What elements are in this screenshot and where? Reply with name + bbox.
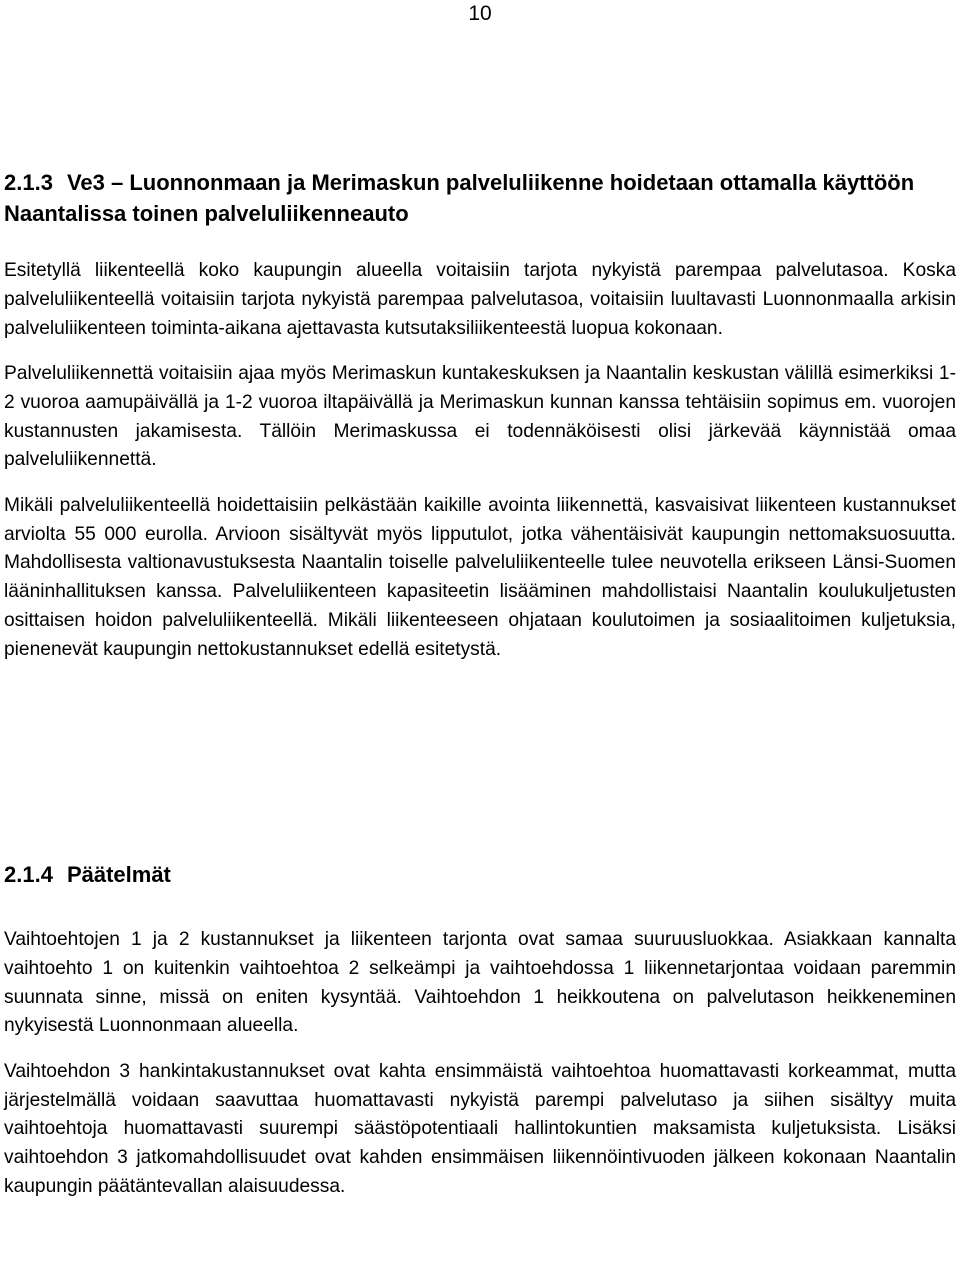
paragraph: Vaihtoehdon 3 hankintakustannukset ovat kahta ensimmäistä vaihtoehtoa huomattavasti korkeammat, mutta järjestelmällä voidaan saavuttaa huomattavasti nykyistä parempi palvelutaso ja siihen sisältyy muita vaihtoehtoja huomattavasti suurempi säästöpotentiaali hallintokuntien maksamista kuljetuksista. Lisäksi vaihtoehdon 3 jatkomahdollisuudet ovat kahden ensimmäisen liikennöintivuoden jälkeen kokonaan Naantalin kaupungin päätäntevallan alaisuudessa. [4,1060,956,1197]
section-title: Ve3 – Luonnonmaan ja Merimaskun palveluliikenne hoidetaan ottamalla käyttöön Naantalissa toinen palveluliikenneauto [4,170,915,226]
page-number: 10 [468,2,492,25]
paragraph: Esitetyllä liikenteellä koko kaupungin alueella voitaisiin tarjota nykyistä parempaa palvelutasoa. Koska palveluliikenteellä voitaisiin tarjota nykyistä parempaa palvelutasoa, voitaisiin luultavasti Luonnonmaalla arkisin palveluliikenteen toiminta-aikana ajettavasta kutsutaksiliikenteestä luopua kokonaan. [4,260,956,339]
section-body-2-1-3 [4,257,956,681]
section-number: 2.1.3 [4,170,53,195]
section-heading-2-1-3 [4,167,952,229]
section-number: 2.1.4 [4,862,53,887]
section-title: Päätelmät [66,862,171,887]
section-heading-2-1-4 [4,859,952,890]
paragraph: Palveluliikennettä voitaisiin ajaa myös Merimaskun kuntakeskuksen ja Naantalin keskustan välillä esimerkiksi 1-2 vuoroa aamupäivällä ja 1-2 vuoroa iltapäivällä ja Merimaskun kunnan kanssa tehtäisiin sopimus em. vuorojen kustannusten jakamisesta. Tällöin Merimaskussa ei todennäköisesti olisi järkevää käynnistää omaa palveluliikennettä. [4,362,956,471]
paragraph: Vaihtoehtojen 1 ja 2 kustannukset ja liikenteen tarjonta ovat samaa suuruusluokkaa. Asiakkaan kannalta vaihtoehto 1 on kuitenkin vaihtoehtoa 2 selkeämpi ja vaihtoehdossa 1 liikennetarjontaa voidaan paremmin suunnata sinne, missä on eniten kysyntää. Vaihtoehdon 1 heikkoutena on palvelutason heikkeneminen nykyisestä Luonnonmaan alueella. [4,929,956,1037]
section-body-2-1-4 [4,926,956,1218]
paragraph: Mikäli palveluliikenteellä hoidettaisiin pelkästään kaikille avointa liikennettä, kasvaisivat liikenteen kustannukset arviolta 55 000 eurolla. Arvioon sisältyvät myös lipputulot, jotka vähentäisivät kaupungin nettomaksuosuutta. Mahdollisesta valtionavustuksesta Naantalin toiselle palveluliikenteelle tulee neuvotella erikseen Länsi-Suomen lääninhallituksen kanssa. Palveluliikenteen kapasiteetin lisääminen mahdollistaisi Naantalin koulukuljetusten osittaisen hoidon palveluliikenteellä. Mikäli liikenteeseen ohjataan koulutoimen ja sosiaalitoimen kuljetuksia, pienenevät kaupungin nettokustannukset edellä esitetystä. [4,494,956,660]
